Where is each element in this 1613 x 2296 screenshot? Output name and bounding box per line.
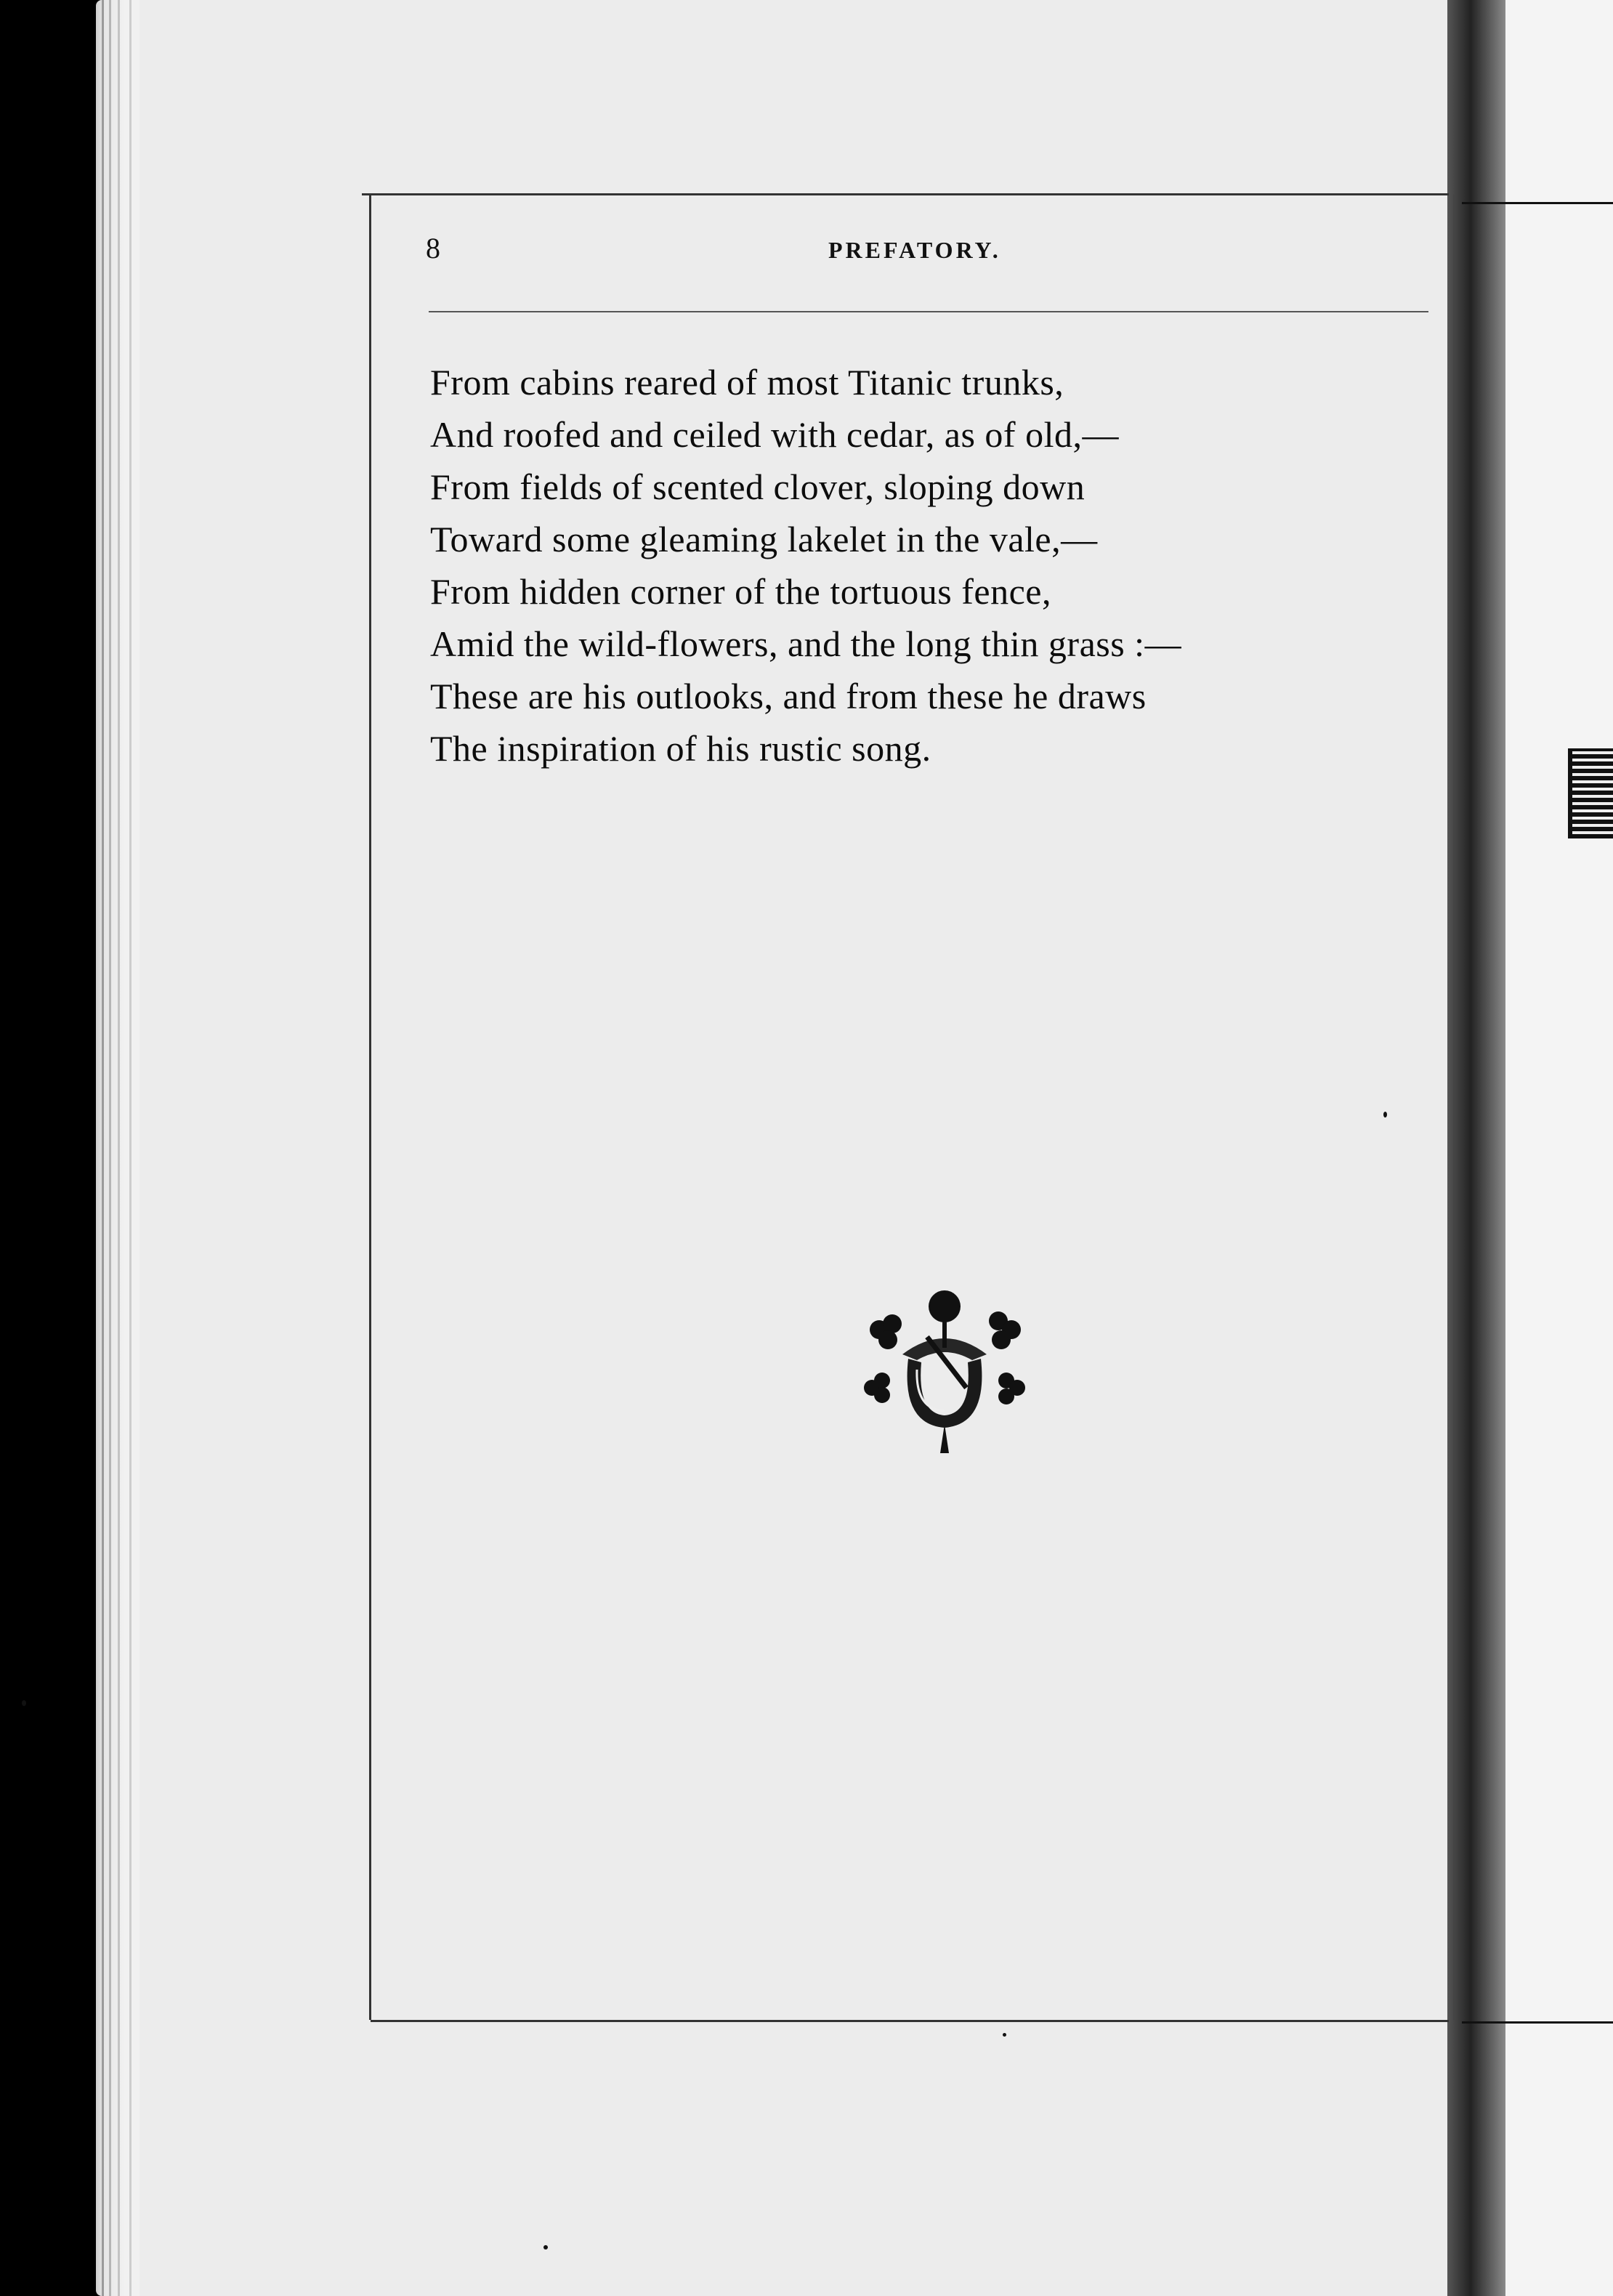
running-head: PREFATORY. xyxy=(828,237,1001,263)
horseshoe-clover-ornament-icon xyxy=(857,1279,1032,1453)
frame-rule-top xyxy=(362,193,1449,195)
page-edge-line xyxy=(129,0,132,2296)
verse-line: From fields of scented clover, sloping down xyxy=(430,466,1086,507)
verse-line: Amid the wild-flowers, and the long thin grass :— xyxy=(430,623,1182,664)
margin-speck xyxy=(1003,2033,1006,2037)
margin-speck xyxy=(543,2245,548,2249)
page-number: 8 xyxy=(426,232,441,264)
page-edge-line xyxy=(102,0,104,2296)
frame-rule-right xyxy=(1453,195,1455,2020)
verse-line: The inspiration of his rustic song. xyxy=(430,728,931,769)
facing-page-rule-top xyxy=(1462,202,1613,204)
verse-line: Toward some gleaming lakelet in the vale,— xyxy=(430,519,1098,559)
facing-page-initial-ornament-icon xyxy=(1568,748,1613,838)
verse-block xyxy=(430,356,1418,775)
book-page xyxy=(140,0,1447,2296)
verse-line: From cabins reared of most Titanic trunks, xyxy=(430,362,1064,403)
frame-rule-bottom xyxy=(371,2020,1449,2022)
facing-page xyxy=(1505,0,1613,2296)
verse-line: And roofed and ceiled with cedar, as of old,— xyxy=(430,414,1119,455)
margin-speck xyxy=(22,1700,26,1706)
frame-rule-left xyxy=(369,195,371,2020)
verse-line: From hidden corner of the tortuous fence, xyxy=(430,571,1051,612)
page-edge-line xyxy=(109,0,111,2296)
verse-line: These are his outlooks, and from these he draws xyxy=(430,676,1147,716)
margin-speck xyxy=(1383,1112,1387,1117)
gutter-shadow xyxy=(1447,0,1505,2296)
facing-page-rule-bottom xyxy=(1462,2021,1613,2024)
page-edge-line xyxy=(118,0,120,2296)
header-rule xyxy=(429,311,1428,312)
